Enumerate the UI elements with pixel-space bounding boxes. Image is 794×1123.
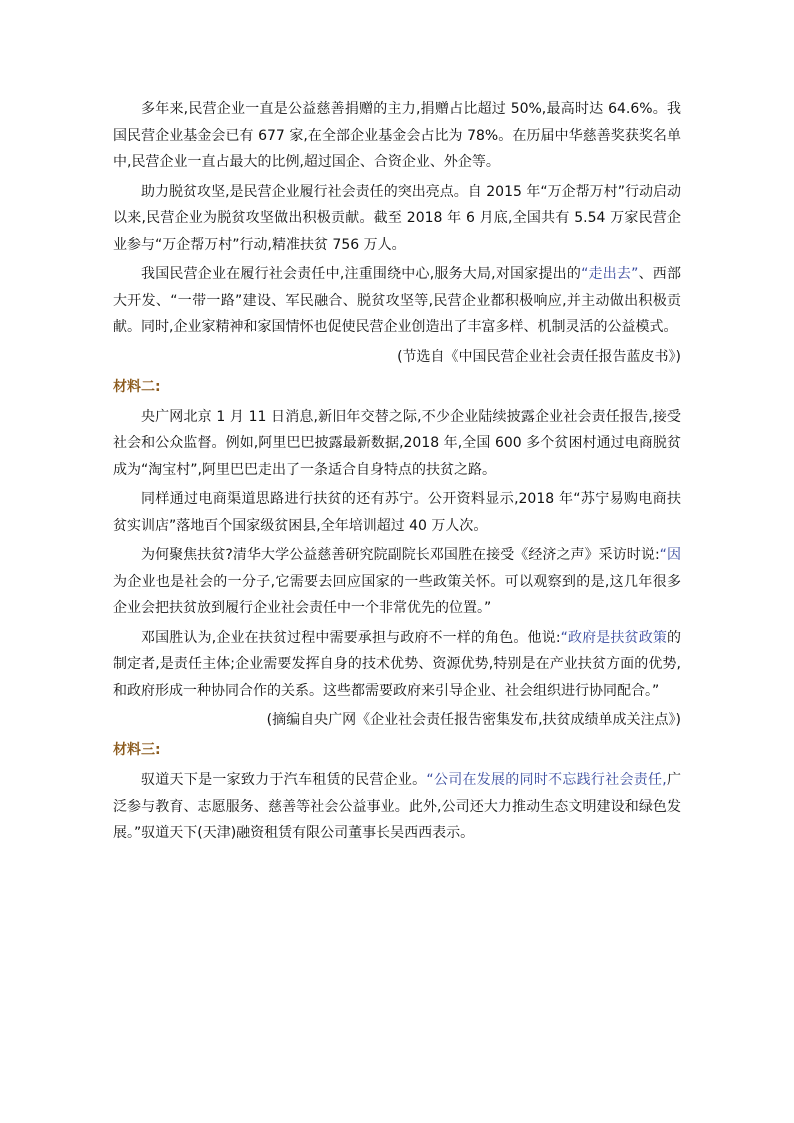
paragraph-government-role — [113, 625, 681, 705]
text-segment: 我国民营企业在履行社会责任中,注重围绕中心,服务大局,对国家提出的 — [141, 266, 582, 282]
source-citation: (节选自《中国民营企业社会责任报告蓝皮书》) — [397, 348, 681, 365]
text-segment: 邓国胜认为,企业在扶贫过程中需要承担与政府不一样的角色。他说: — [141, 629, 561, 646]
text-segment: 广泛参与教育、志愿服务、慈善等社会公益事业。此外,公司还大力推动生态文明建设和绿色发展。”驭道天下(天津)融资租赁有限公司董事长吴西西表示。 — [113, 772, 682, 841]
text-segment: 驭道天下是一家致力于汽车租赁的民营企业。 — [141, 772, 427, 788]
text-segment: 多年来,民营企业一直是公益慈善捐赠的主力,捐赠占比超过 50%,最高时达 64.6%。我国民营企业基金会已有 677 家,在全部企业基金会占比为 78%。在历届中华慈善奖获奖名单中,民营企业一直占最大的比例,超过国企、合资企业、外企等。 — [113, 101, 681, 170]
paragraph-national-strategy — [113, 261, 681, 341]
section-heading-material-two: 材料二: — [113, 378, 161, 395]
section-heading-material-three: 材料三: — [113, 742, 161, 758]
text-segment: 同样通过电商渠道思路进行扶贫的还有苏宁。公开资料显示,2018 年“苏宁易购电商扶贫实训店”落地百个国家级贫困县,全年培训超过 40 万人次。 — [113, 491, 681, 534]
paragraph-car-rental-company — [113, 767, 681, 847]
text-segment: 为何聚焦扶贫?清华大学公益慈善研究院副院长邓国胜在接受《经济之声》采访时说: — [141, 547, 660, 563]
source-citation: (摘编自央广网《企业社会责任报告密集发布,扶贫成绩单成关注点》) — [266, 712, 681, 728]
paragraph-donation-stats — [113, 96, 681, 176]
paragraph-interview-why — [113, 542, 681, 622]
text-segment: 助力脱贫攻坚,是民营企业履行社会责任的突出亮点。自 2015 年“万企帮万村”行动启动以来,民营企业为脱贫攻坚做出积极贡献。截至 2018 年 6 月底,全国共有 5.54 万家民营企业参与“万企帮万村”行动,精准扶贫 756 万人。 — [113, 183, 681, 253]
text-segment: 央广网北京 1 月 11 日消息,新旧年交替之际,不少企业陆续披露企业社会责任报告,接受社会和公众监督。例如,阿里巴巴披露最新数据,2018 年,全国 600 多个贫困村通过电商脱贫成为“淘宝村”,阿里巴巴走出了一条适合自身特点的扶贫之路。 — [113, 408, 681, 478]
quoted-phrase: “公司在发展的同时不忘践行社会责任, — [426, 772, 667, 788]
quoted-phrase: “因 — [659, 547, 681, 563]
paragraph-poverty-alleviation — [113, 179, 681, 259]
quoted-phrase: “政府是扶贫政策 — [560, 629, 667, 646]
text-segment: 为企业也是社会的一分子,它需要去回应国家的一些政策关怀。可以观察到的是,这几年很多企业会把扶贫放到履行企业社会责任中一个非常优先的位置。” — [113, 573, 681, 616]
paragraph-news-alibaba — [113, 404, 681, 484]
document-page — [113, 96, 681, 847]
paragraph-suning — [113, 486, 681, 539]
text-segment: 的制定者,是责任主体;企业需要发挥自身的技术优势、资源优势,特别是在产业扶贫方面的优势,和政府形成一种协同合作的关系。这些都需要政府来引导企业、社会组织进行协同配合。” — [113, 629, 681, 699]
text-segment: 、西部大开发、“一带一路”建设、军民融合、脱贫攻坚等,民营企业都积极响应,并主动做出积极贡献。同时,企业家精神和家国情怀也促使民营企业创造出了丰富多样、机制灵活的公益模式。 — [113, 266, 681, 335]
highlighted-phrase: “走出去” — [581, 266, 639, 282]
